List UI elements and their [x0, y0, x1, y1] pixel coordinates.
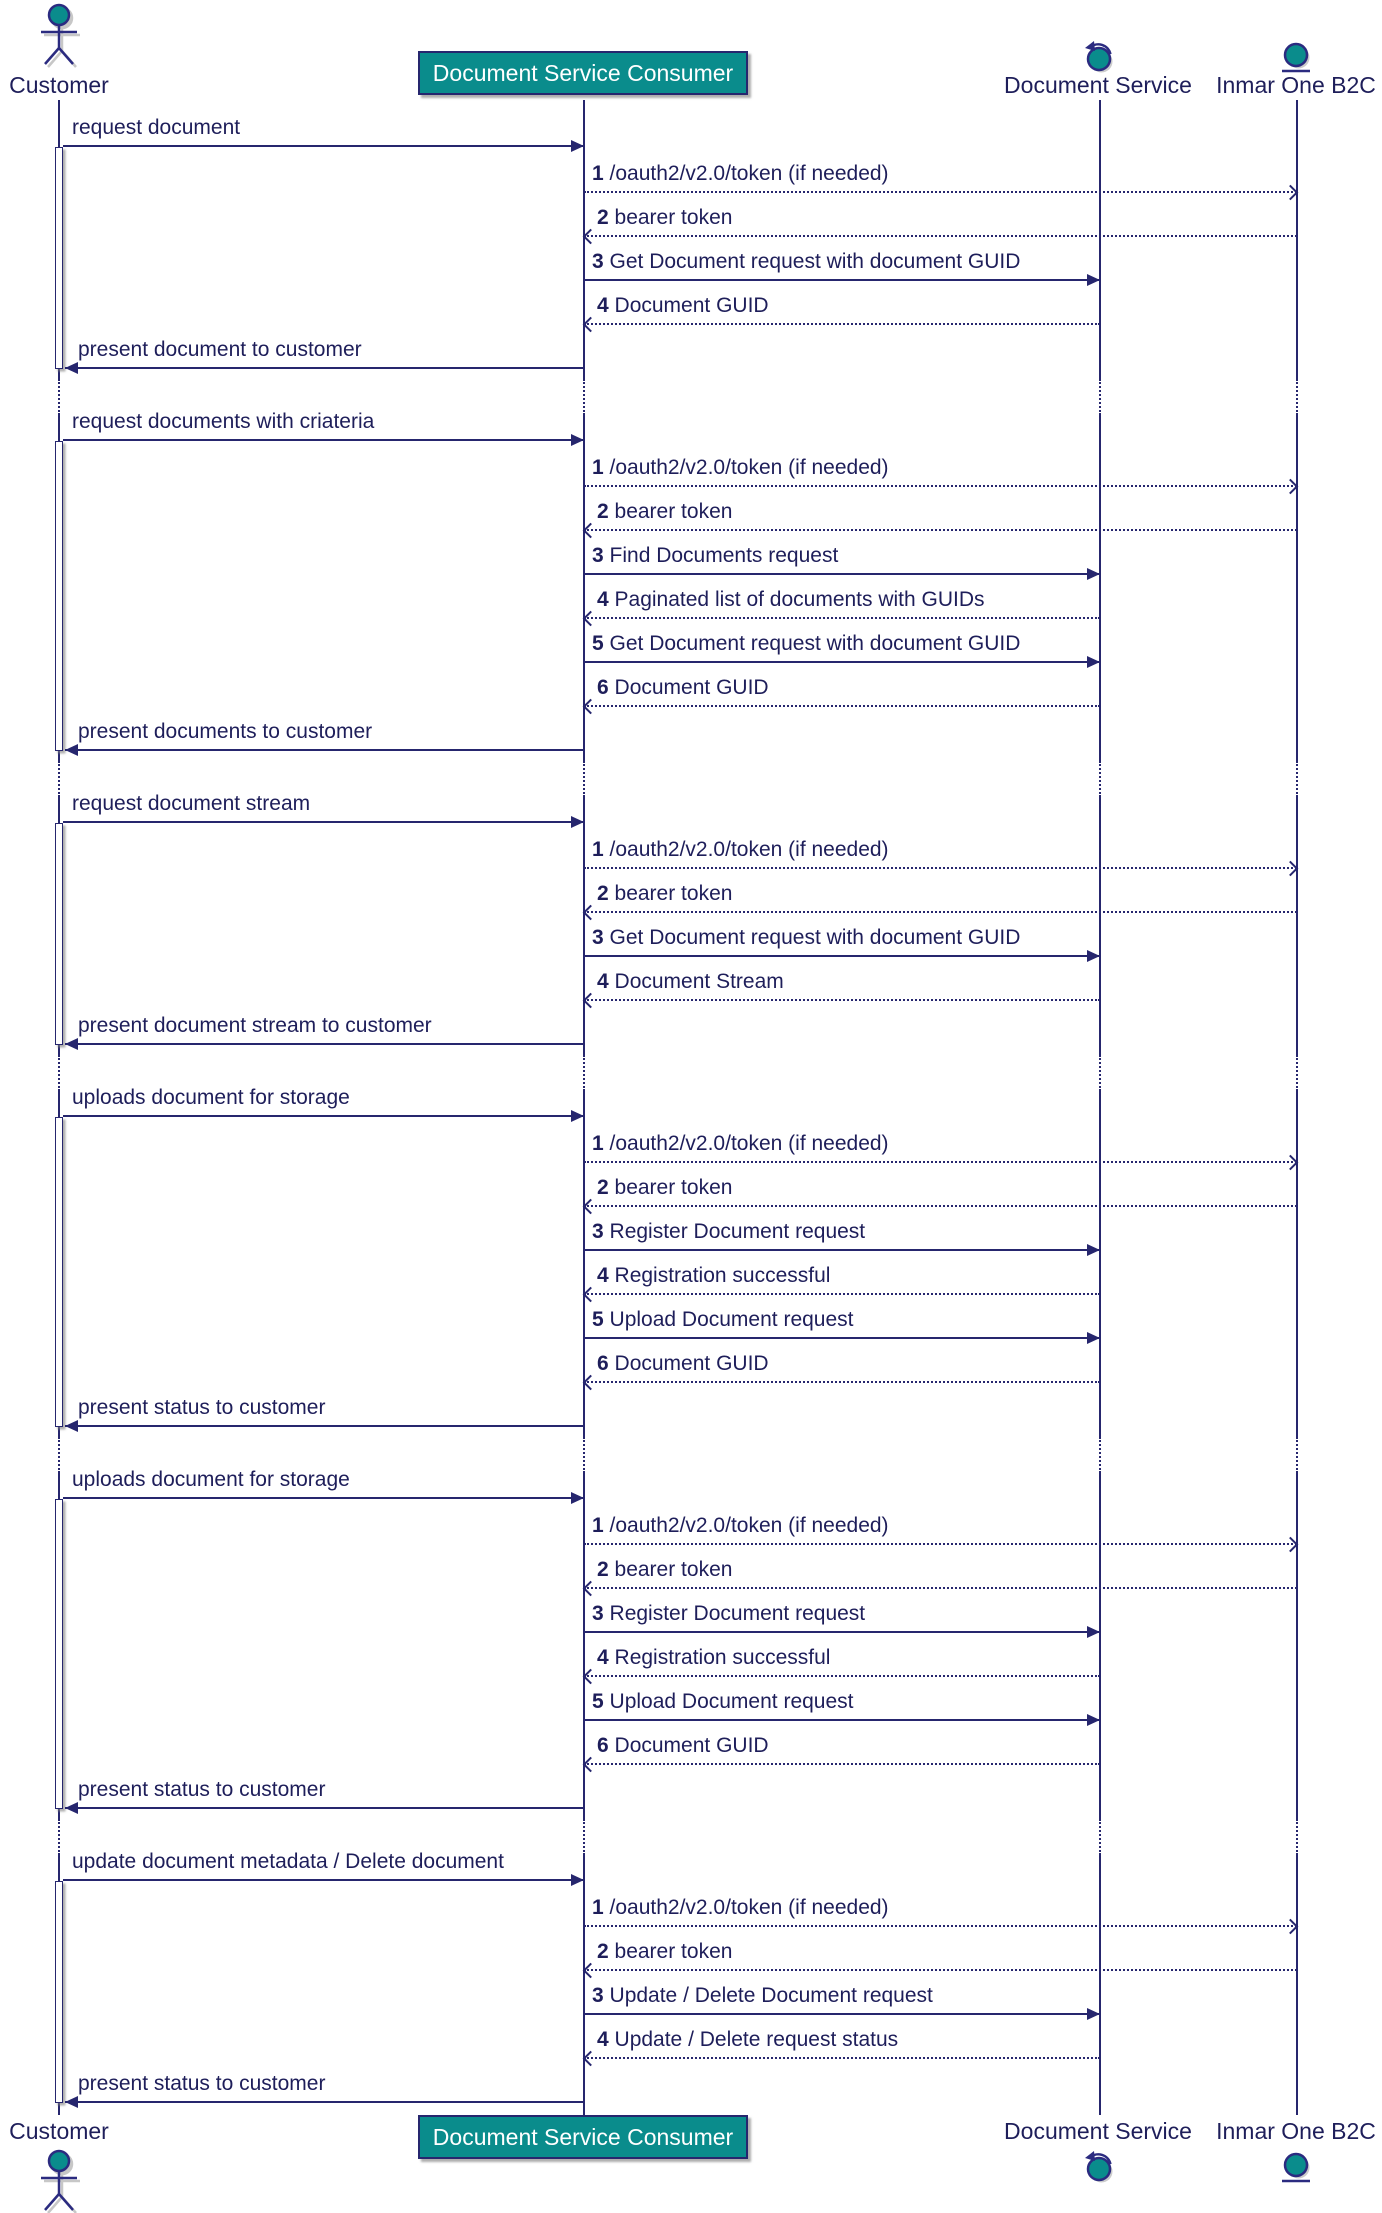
message-label: 1 /oauth2/v2.0/token (if needed): [592, 1896, 889, 1919]
arrowhead-icon: [65, 1420, 78, 1432]
activation-bar: [55, 1117, 63, 1427]
activation-bar: [55, 1499, 63, 1809]
arrowhead-icon: [1087, 1714, 1100, 1726]
arrowhead-icon: [1087, 1626, 1100, 1638]
participant-label-customer: Customer: [9, 72, 109, 98]
message-label: uploads document for storage: [72, 1468, 350, 1491]
lifeline-delay-dots: [1099, 761, 1101, 797]
message-label: 2 bearer token: [597, 882, 733, 905]
message-label: 3 Get Document request with document GUID: [592, 926, 1021, 949]
arrowhead-icon: [571, 1110, 584, 1122]
message-line: [63, 145, 584, 147]
message-label: 6 Document GUID: [597, 1734, 769, 1757]
message-label: 6 Document GUID: [597, 676, 769, 699]
message-label: 4 Registration successful: [597, 1646, 831, 1669]
arrowhead-icon: [65, 2096, 78, 2108]
message-label: 2 bearer token: [597, 500, 733, 523]
arrowhead-icon: [583, 611, 599, 627]
message-label: 3 Register Document request: [592, 1602, 866, 1625]
arrowhead-icon: [583, 523, 599, 539]
message-label: 4 Update / Delete request status: [597, 2028, 899, 2051]
message-label: 3 Find Documents request: [592, 544, 839, 567]
message-label: request documents with criateria: [72, 410, 375, 433]
arrowhead-icon: [571, 434, 584, 446]
message-label: request document stream: [72, 792, 311, 815]
message-label: present status to customer: [78, 2072, 326, 2095]
arrowhead-icon: [583, 229, 599, 245]
lifeline-delay-dots: [583, 1055, 585, 1091]
entity-icon: [1276, 2150, 1316, 2186]
message-line: [584, 2057, 1100, 2059]
participant-label-docservice: Document Service: [1004, 72, 1192, 98]
lifeline-delay-dots: [58, 1437, 60, 1473]
message-label: present document stream to customer: [78, 1014, 432, 1037]
message-line: [584, 2013, 1100, 2015]
message-line: [584, 1631, 1100, 1633]
message-line: [584, 529, 1297, 531]
arrowhead-icon: [571, 1492, 584, 1504]
message-line: [63, 439, 584, 441]
message-label: 5 Upload Document request: [592, 1308, 854, 1331]
message-line: [584, 661, 1100, 663]
message-line: [584, 1587, 1297, 1589]
arrowhead-icon: [65, 744, 78, 756]
message-line: [584, 1763, 1100, 1765]
message-line: [584, 573, 1100, 575]
message-line: [63, 1115, 584, 1117]
arrowhead-icon: [1087, 1332, 1100, 1344]
control-icon: [1077, 38, 1121, 74]
arrowhead-icon: [1087, 1244, 1100, 1256]
lifeline-delay-dots: [1099, 1437, 1101, 1473]
lifeline-delay-dots: [583, 1437, 585, 1473]
arrowhead-icon: [583, 905, 599, 921]
arrowhead-icon: [571, 140, 584, 152]
message-line: [584, 1381, 1100, 1383]
activation-bar: [55, 1881, 63, 2103]
message-label: 3 Get Document request with document GUID: [592, 250, 1021, 273]
lifeline-delay-dots: [58, 379, 60, 415]
message-label: 2 bearer token: [597, 1176, 733, 1199]
arrowhead-icon: [583, 1963, 599, 1979]
actor-icon: [27, 2, 91, 72]
lifeline-delay-dots: [58, 1819, 60, 1855]
message-line: [584, 1293, 1100, 1295]
arrowhead-icon: [571, 1874, 584, 1886]
lifeline-delay-dots: [583, 1819, 585, 1855]
lifeline-delay-dots: [1296, 1055, 1298, 1091]
activation-bar: [55, 147, 63, 369]
arrowhead-icon: [65, 362, 78, 374]
message-label: 1 /oauth2/v2.0/token (if needed): [592, 1514, 889, 1537]
message-label: 4 Paginated list of documents with GUIDs: [597, 588, 985, 611]
message-label: present status to customer: [78, 1778, 326, 1801]
message-line: [584, 191, 1297, 193]
arrowhead-icon: [583, 1375, 599, 1391]
lifeline-delay-dots: [1099, 1819, 1101, 1855]
activation-bar: [55, 441, 63, 751]
arrowhead-icon: [583, 317, 599, 333]
participant-label-consumer-footer: Document Service Consumer: [432, 2123, 734, 2150]
control-icon: [1077, 2148, 1121, 2184]
lifeline-delay-dots: [1296, 1437, 1298, 1473]
message-label: 3 Register Document request: [592, 1220, 866, 1243]
arrowhead-icon: [583, 1287, 599, 1303]
message-label: 1 /oauth2/v2.0/token (if needed): [592, 162, 889, 185]
message-label: 1 /oauth2/v2.0/token (if needed): [592, 1132, 889, 1155]
message-line: [584, 1925, 1297, 1927]
message-line: [584, 955, 1100, 957]
message-label: 5 Upload Document request: [592, 1690, 854, 1713]
participant-label-customer-footer: Customer: [9, 2118, 109, 2144]
message-line: [584, 1249, 1100, 1251]
lifeline-delay-dots: [1296, 761, 1298, 797]
message-label: 4 Document GUID: [597, 294, 769, 317]
message-label: 1 /oauth2/v2.0/token (if needed): [592, 838, 889, 861]
lifeline-delay-dots: [1099, 379, 1101, 415]
message-line: [584, 1337, 1100, 1339]
message-line: [65, 1425, 584, 1427]
arrowhead-icon: [1087, 568, 1100, 580]
arrowhead-icon: [583, 2051, 599, 2067]
lifeline-delay-dots: [583, 379, 585, 415]
actor-icon: [27, 2148, 91, 2213]
message-line: [584, 1543, 1297, 1545]
message-line: [584, 1719, 1100, 1721]
arrowhead-icon: [583, 1757, 599, 1773]
arrowhead-icon: [583, 699, 599, 715]
lifeline-delay-dots: [1296, 1819, 1298, 1855]
message-label: 2 bearer token: [597, 1558, 733, 1581]
participant-label-b2c-footer: Inmar One B2C: [1216, 2118, 1376, 2144]
message-line: [584, 911, 1297, 913]
participant-box-consumer-footer: [418, 2115, 748, 2159]
message-label: 4 Document Stream: [597, 970, 784, 993]
lifeline-delay-dots: [58, 1055, 60, 1091]
participant-label-docservice-footer: Document Service: [1004, 2118, 1192, 2144]
message-label: update document metadata / Delete document: [72, 1850, 504, 1873]
message-line: [584, 617, 1100, 619]
arrowhead-icon: [1087, 950, 1100, 962]
message-label: 3 Update / Delete Document request: [592, 1984, 933, 2007]
arrowhead-icon: [65, 1038, 78, 1050]
message-label: 2 bearer token: [597, 206, 733, 229]
message-label: 5 Get Document request with document GUID: [592, 632, 1021, 655]
message-line: [584, 867, 1297, 869]
participant-label-b2c: Inmar One B2C: [1216, 72, 1376, 98]
message-line: [65, 1043, 584, 1045]
message-line: [65, 749, 584, 751]
activation-bar: [55, 823, 63, 1045]
message-line: [584, 705, 1100, 707]
message-line: [63, 1497, 584, 1499]
message-line: [65, 367, 584, 369]
message-line: [584, 1161, 1297, 1163]
arrowhead-icon: [583, 1199, 599, 1215]
message-label: present document to customer: [78, 338, 362, 361]
arrowhead-icon: [1087, 274, 1100, 286]
message-line: [584, 485, 1297, 487]
lifeline-delay-dots: [58, 761, 60, 797]
message-line: [63, 1879, 584, 1881]
message-line: [584, 999, 1100, 1001]
message-label: present documents to customer: [78, 720, 373, 743]
message-line: [65, 1807, 584, 1809]
message-label: 1 /oauth2/v2.0/token (if needed): [592, 456, 889, 479]
message-line: [584, 1675, 1100, 1677]
message-label: uploads document for storage: [72, 1086, 350, 1109]
message-label: 6 Document GUID: [597, 1352, 769, 1375]
lifeline-delay-dots: [1099, 1055, 1101, 1091]
message-line: [584, 1205, 1297, 1207]
message-line: [584, 1969, 1297, 1971]
participant-box-consumer: [418, 51, 748, 95]
message-label: 2 bearer token: [597, 1940, 733, 1963]
message-line: [584, 235, 1297, 237]
lifeline-delay-dots: [583, 761, 585, 797]
arrowhead-icon: [571, 816, 584, 828]
arrowhead-icon: [583, 993, 599, 1009]
message-label: 4 Registration successful: [597, 1264, 831, 1287]
arrowhead-icon: [1087, 656, 1100, 668]
arrowhead-icon: [583, 1581, 599, 1597]
arrowhead-icon: [65, 1802, 78, 1814]
message-line: [63, 821, 584, 823]
message-label: request document: [72, 116, 241, 139]
message-label: present status to customer: [78, 1396, 326, 1419]
message-line: [584, 323, 1100, 325]
arrowhead-icon: [583, 1669, 599, 1685]
message-line: [65, 2101, 584, 2103]
entity-icon: [1276, 40, 1316, 76]
participant-label-consumer: Document Service Consumer: [432, 59, 734, 86]
lifeline-delay-dots: [1296, 379, 1298, 415]
message-line: [584, 279, 1100, 281]
arrowhead-icon: [1087, 2008, 1100, 2020]
